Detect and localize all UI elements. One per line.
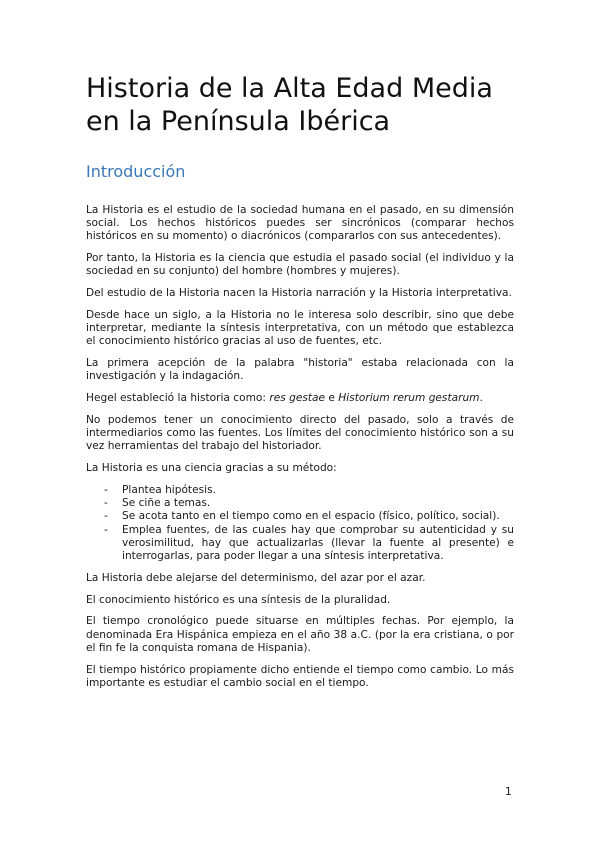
list-item-text: Se acota tanto en el tiempo como en el espacio (físico, político, social). bbox=[122, 510, 500, 523]
list-item bbox=[86, 497, 514, 510]
title-line-2: en la Península Ibérica bbox=[86, 106, 391, 137]
list-dash: - bbox=[104, 523, 108, 536]
list-dash: - bbox=[104, 484, 108, 496]
hegel-suffix: . bbox=[479, 392, 483, 405]
hegel-term-historium: Historium rerum gestarum bbox=[338, 392, 480, 405]
paragraph: El tiempo cronológico puede situarse en múltiples fechas. Por ejemplo, la denominada Era Hispánica empieza en el año 38 a.C. (por la era cristiana, o por el fin fe la conquista romana de Hispania). bbox=[86, 615, 514, 654]
list-item bbox=[86, 484, 514, 497]
list-item-text: Plantea hipótesis. bbox=[122, 484, 216, 496]
method-list bbox=[86, 484, 514, 563]
paragraph: La Historia es el estudio de la sociedad humana en el pasado, en su dimensión social. Los hechos históricos puedes ser sincrónicos (comparar hechos históricos en su momento) o diacrónicos (compararlos con sus antecedentes). bbox=[86, 204, 514, 243]
section-heading: Introducción bbox=[86, 162, 186, 181]
paragraph: Del estudio de la Historia nacen la Historia narración y la Historia interpretativa. bbox=[86, 287, 512, 300]
paragraph: La primera acepción de la palabra "historia" estaba relacionada con la investigación y la indagación. bbox=[86, 357, 514, 383]
hegel-term-res-gestae: res gestae bbox=[269, 392, 326, 405]
page-number: 1 bbox=[505, 786, 512, 798]
list-item-text: Emplea fuentes, de las cuales hay que comprobar su autenticidad y su verosimilitud, hay que actualizarlas (llevar la fuente al presente) e interrogarlas, para poder llegar a una síntesis interpretativa. bbox=[122, 523, 514, 563]
list-item bbox=[86, 524, 514, 564]
hegel-prefix: Hegel estableció la historia como: bbox=[86, 392, 270, 405]
paragraph: El conocimiento histórico es una síntesis de la pluralidad. bbox=[86, 593, 391, 606]
document-title bbox=[86, 72, 526, 138]
title-line-1: Historia de la Alta Edad Media bbox=[86, 73, 493, 104]
hegel-connector: e bbox=[325, 392, 339, 405]
list-dash: - bbox=[104, 497, 108, 510]
list-dash: - bbox=[104, 510, 108, 523]
paragraph: No podemos tener un conocimiento directo del pasado, solo a través de intermediarios como las fuentes. Los límites del conocimiento histórico son a su vez herramientas del trabajo del historiador. bbox=[86, 414, 514, 453]
paragraph: La Historia es una ciencia gracias a su método: bbox=[86, 462, 337, 475]
list-item bbox=[86, 510, 514, 523]
paragraph: Por tanto, la Historia es la ciencia que estudia el pasado social (el individuo y la sociedad en su conjunto) del hombre (hombres y mujeres). bbox=[86, 252, 514, 278]
paragraph: El tiempo histórico propiamente dicho entiende el tiempo como cambio. Lo más importante es estudiar el cambio social en el tiempo. bbox=[86, 663, 514, 689]
document-body bbox=[86, 204, 514, 699]
list-item-text: Se ciñe a temas. bbox=[122, 497, 211, 510]
hegel-paragraph bbox=[86, 392, 514, 405]
paragraph: La Historia debe alejarse del determinismo, del azar por el azar. bbox=[86, 571, 426, 584]
paragraph: Desde hace un siglo, a la Historia no le interesa solo describir, sino que debe interpretar, mediante la síntesis interpretativa, con un método que establezca el conocimiento histórico gracias al uso de fuentes, etc. bbox=[86, 309, 514, 348]
